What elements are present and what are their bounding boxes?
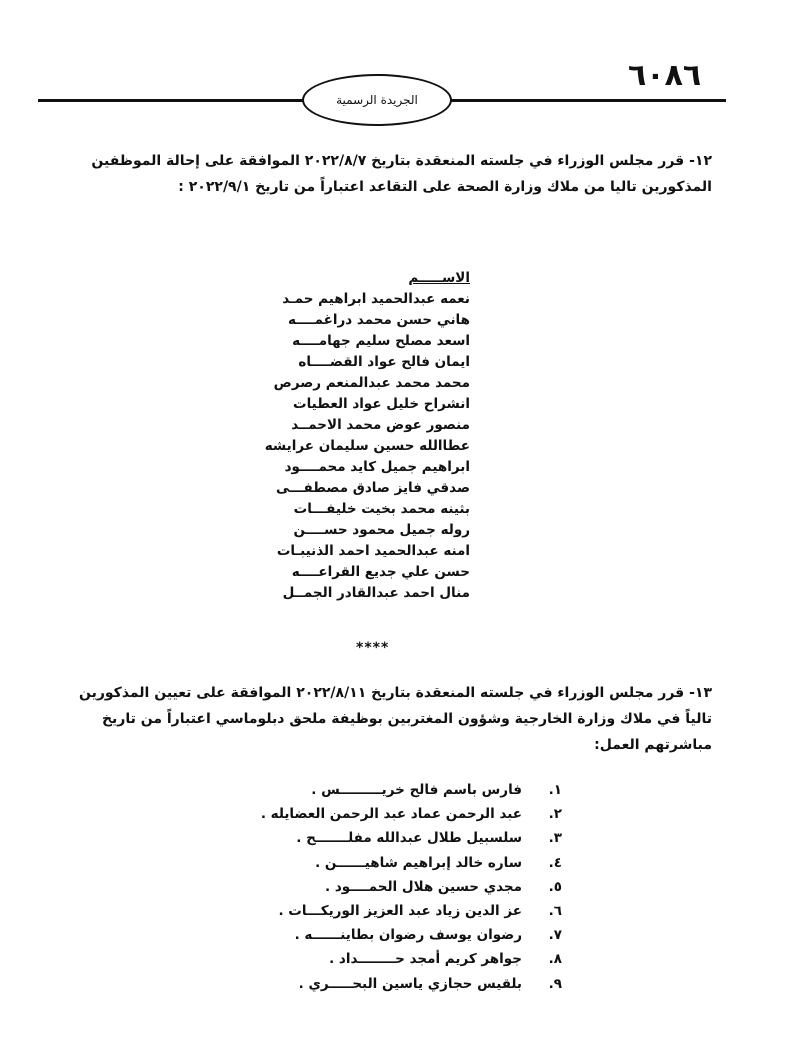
appointees-list (261, 778, 562, 996)
list-item: صدقي فايز صادق مصطفـــى (276, 480, 470, 496)
list-item: هاني حسن محمد دراغمــــه (287, 312, 470, 328)
list-item (261, 851, 562, 875)
list-item-name: بلقيس حجازي ياسين البحـــــري . (298, 975, 522, 992)
list-item: نعمه عبدالحميد ابراهيم حمـد (282, 291, 470, 307)
list-item-number: ١. (548, 782, 562, 799)
gazette-title: الجريدة الرسمية (336, 93, 418, 107)
names-column-header: الاســـــم (408, 270, 470, 286)
list-item (261, 826, 562, 850)
list-item: ابراهيم جميل كايد محمــــود (284, 459, 470, 475)
list-item: اسعد مصلح سليم جهامــــه (292, 333, 470, 349)
list-item-number: ٩. (548, 975, 562, 992)
list-item-number: ٣. (548, 830, 562, 847)
list-item (261, 875, 562, 899)
list-item (261, 802, 562, 826)
decision-13-text: ١٣- قرر مجلس الوزراء في جلسته المنعقدة بتاريخ ٢٠٢٢/٨/١١ الموافقة على تعيين المذكورين تالياً في ملاك وزارة الخارجية وشؤون المغتربين بوظيفة ملحق دبلوماسي اعتباراً من تاريخ مباشرتهم العمل: (78, 685, 712, 753)
list-item: روله جميل محمود حســــن (293, 522, 470, 538)
list-item: حسن علي جديع القراعــــه (291, 564, 470, 580)
list-item-name: عبد الرحمن عماد عبد الرحمن العضايله . (260, 806, 522, 823)
decision-12-text: ١٢- قرر مجلس الوزراء في جلسته المنعقدة بتاريخ ٢٠٢٢/٨/٧ الموافقة على إحالة الموظفين المذكورين تاليا من ملاك وزارة الصحة على التقاعد اعتباراً من تاريخ ٢٠٢٢/٩/١ : (91, 153, 712, 195)
list-item-name: فارس باسم فالح خريـــــــــس . (311, 782, 522, 799)
list-item: انشراح خليل عواد العطيات (293, 396, 470, 412)
list-item-name: جواهر كريم أمجد حــــــــداد . (329, 951, 522, 968)
section-separator: **** (356, 640, 390, 656)
retirees-list (265, 268, 470, 604)
gazette-title-oval (302, 74, 452, 126)
page-number: ٦٠٨٦ (628, 58, 702, 93)
list-item-number: ٨. (548, 951, 562, 968)
list-item (261, 972, 562, 996)
list-item-number: ٦. (548, 903, 562, 920)
list-item-name: عز الدين زياد عبد العزيز الوريكـــات . (278, 903, 522, 920)
list-item-name: رضوان يوسف رضوان بطاينــــــه . (294, 927, 522, 944)
list-item (261, 778, 562, 802)
list-item: بثينه محمد بخيت خليفـــات (293, 501, 470, 517)
list-item-number: ٥. (548, 878, 562, 895)
list-item (261, 923, 562, 947)
list-item: محمد محمد عبدالمنعم رصرص (273, 375, 470, 391)
list-item-name: ساره خالد إبراهيم شاهيــــــن . (315, 854, 522, 871)
list-item-number: ٤. (548, 854, 562, 871)
list-item: ايمان فالح عواد القضــــاه (298, 354, 470, 370)
list-item-name: سلسبيل طلال عبدالله مفلـــــــح . (296, 830, 522, 847)
list-item-name: مجدي حسين هلال الحمــــود . (325, 878, 522, 895)
list-item: عطاالله حسين سليمان عرايشه (264, 438, 470, 454)
list-item-number: ٧. (548, 927, 562, 944)
list-item: منصور عوض محمد الاحمــد (291, 417, 470, 433)
list-item (261, 899, 562, 923)
list-item: امنه عبدالحميد احمد الذنيبـات (276, 543, 470, 559)
list-item: منال احمد عبدالقادر الجمــل (282, 585, 470, 601)
list-item (261, 947, 562, 971)
list-item-number: ٢. (548, 806, 562, 823)
